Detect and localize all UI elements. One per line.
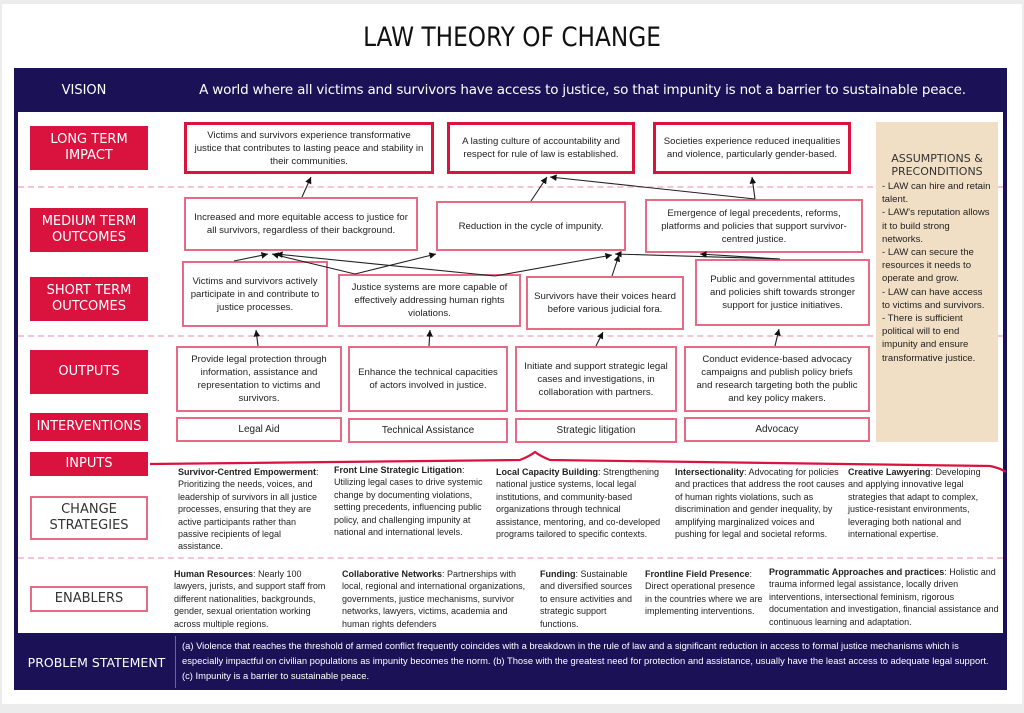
intervention-strategic-litigation: Strategic litigation bbox=[515, 418, 677, 443]
row-label-short-term-outcomes: SHORT TERM OUTCOMES bbox=[30, 277, 148, 321]
impact-box-accountability-culture: A lasting culture of accountability and respect for rule of law is established. bbox=[447, 122, 635, 174]
assumption-item: - LAW can hire and retain talent. bbox=[882, 181, 991, 206]
strategy-front-line-litigation: Front Line Strategic Litigation: Utilizing legal cases to drive systemic change by documenting violations, setting precedents, influencing public policy, and challenging impunity at national and international levels. bbox=[334, 465, 483, 538]
enabler-collaborative-networks: Collaborative Networks: Partnerships with local, regional and international organizations, governments, justice mechanisms, survivor networks, lawyers, victims, academia and human rights defenders bbox=[342, 569, 526, 629]
strategy-intersectionality: Intersectionality: Advocating for policies and practices that address the root causes of human rights violations, such as discrimination and gender inequality, by amplifying marginalized voices and pushing for legal and societal reforms. bbox=[675, 467, 845, 540]
impact-box-transformative-justice: Victims and survivors experience transformative justice that contributes to lasting peace and stability in their communities. bbox=[184, 122, 434, 174]
separator-short-outputs bbox=[18, 335, 1003, 337]
row-label-inputs: INPUTS bbox=[30, 452, 148, 476]
vision-label: VISION bbox=[61, 82, 107, 98]
separator-long-medium bbox=[18, 186, 1003, 188]
page-title: LAW THEORY OF CHANGE bbox=[363, 22, 661, 53]
short-outcome-box-attitudes-shift: Public and governmental attitudes and policies shift towards stronger support for justice initiatives. bbox=[695, 259, 870, 326]
problem-statement-label: PROBLEM STATEMENT bbox=[18, 636, 176, 688]
assumptions-title: ASSUMPTIONS & PRECONDITIONS bbox=[891, 152, 983, 178]
separator-strategies-enablers bbox=[18, 557, 1003, 559]
row-label-outputs: OUTPUTS bbox=[30, 350, 148, 394]
output-box-legal-protection: Provide legal protection through information, assistance and representation to victims and survivors. bbox=[176, 346, 342, 412]
intervention-advocacy: Advocacy bbox=[684, 417, 870, 442]
output-box-strategic-cases: Initiate and support strategic legal cases and investigations, in collaboration with partners. bbox=[515, 346, 677, 412]
short-outcome-box-voices-heard: Survivors have their voices heard before various judicial fora. bbox=[526, 276, 684, 330]
row-label-long-term-impact: LONG TERM IMPACT bbox=[30, 126, 148, 170]
enabler-field-presence: Frontline Field Presence: Direct operational presence in the countries where we are implementing interventions. bbox=[645, 569, 763, 617]
row-label-enablers: ENABLERS bbox=[30, 586, 148, 612]
row-label-medium-term-outcomes: MEDIUM TERM OUTCOMES bbox=[30, 208, 148, 252]
assumption-item: - LAW can secure the resources it needs to operate and grow. bbox=[882, 247, 974, 285]
outcome-box-reduced-impunity: Reduction in the cycle of impunity. bbox=[436, 201, 626, 251]
outcome-box-equitable-access: Increased and more equitable access to justice for all survivors, regardless of their background. bbox=[184, 197, 418, 251]
assumption-item: - LAW's reputation allows it to build strong networks. bbox=[882, 207, 990, 245]
short-outcome-box-justice-systems: Justice systems are more capable of effectively addressing human rights violations. bbox=[338, 274, 521, 327]
strategy-creative-lawyering: Creative Lawyering: Developing and applying innovative legal strategies that adapt to complex, justice-resistant environments, leveraging both national and international expertise. bbox=[848, 467, 981, 540]
short-outcome-box-participation: Victims and survivors actively participate in and contribute to justice processes. bbox=[182, 261, 328, 327]
assumption-item: - LAW can have access to victims and survivors. bbox=[882, 286, 985, 311]
strategy-local-capacity: Local Capacity Building: Strengthening national justice systems, local legal institutions, and community-based organizations through technical assistance, mentoring, and co-developed programs tailored to specific contexts. bbox=[496, 467, 661, 540]
enabler-funding: Funding: Sustainable and diversified sources to ensure activities and strategic support functions. bbox=[540, 569, 633, 629]
strategy-survivor-centred: Survivor-Centred Empowerment: Prioritizing the needs, voices, and leadership of survivors in all justice processes, ensuring that they are active participants rather than passive recipients of legal assistance. bbox=[178, 467, 319, 552]
row-label-change-strategies: CHANGE STRATEGIES bbox=[30, 496, 148, 540]
intervention-technical-assistance: Technical Assistance bbox=[348, 418, 508, 443]
output-box-advocacy-campaigns: Conduct evidence-based advocacy campaigns and publish policy briefs and research targeting both the public and key policy makers. bbox=[684, 346, 870, 412]
row-label-interventions: INTERVENTIONS bbox=[30, 413, 148, 441]
impact-box-reduced-inequalities: Societies experience reduced inequalities and violence, particularly gender-based. bbox=[653, 122, 851, 174]
vision-statement: A world where all victims and survivors have access to justice, so that impunity is not a barrier to sustainable peace. bbox=[199, 82, 966, 98]
assumption-item: - There is sufficient political will to end impunity and ensure transformative justice. bbox=[882, 313, 976, 364]
output-box-technical-capacities: Enhance the technical capacities of actors involved in justice. bbox=[348, 346, 508, 412]
outcome-box-legal-precedents: Emergence of legal precedents, reforms, platforms and policies that support survivor-centred justice. bbox=[645, 199, 863, 253]
problem-statement-text: (a) Violence that reaches the threshold of armed conflict frequently coincides with a breakdown in the rule of law and a significant reduction in access to formal justice mechanisms which is especially impactful on civilian populations as impunity becomes the norm. (b) Those with the greatest need for protection and assistance, usually have the least access to adequate legal support. (c) Impunity is a barrier to sustainable peace. bbox=[182, 640, 989, 681]
intervention-legal-aid: Legal Aid bbox=[176, 417, 342, 442]
assumptions-panel bbox=[876, 122, 998, 442]
enabler-programmatic-approaches: Programmatic Approaches and practices: Holistic and trauma informed legal assistance, locally driven interventions, intersectional feminism, rigorous documentation and investigation, financial assistance and continuous learning and adaptation. bbox=[769, 567, 999, 627]
enabler-human-resources: Human Resources: Nearly 100 lawyers, jurists, and support staff from different nationalities, backgrounds, gender, sexual orientation working across multiple regions. bbox=[174, 569, 326, 629]
